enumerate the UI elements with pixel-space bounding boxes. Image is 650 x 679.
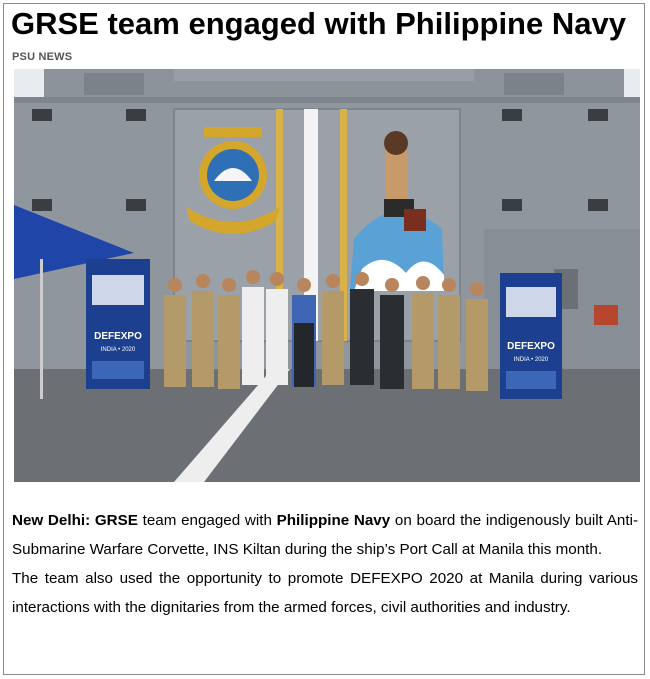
- banner-left-subline: INDIA • 2020: [100, 347, 136, 353]
- p1-text-b: on board the indigenously built Anti- Submarine Warfare Corvette, INS Kiltan during the ship’s Port Call at Manila this month.: [12, 512, 638, 558]
- banner-right-headline: DEFEXPO: [507, 341, 555, 352]
- article-photo: [14, 69, 640, 482]
- paragraph-2: The team also used the opportunity to promote DEFEXPO 2020 at Manila during various interactions with the dignitaries from the armed forces, civil authorities and industry.: [12, 570, 638, 616]
- banner-right-subline: INDIA • 2020: [513, 357, 549, 363]
- defexpo-banner-right: [500, 273, 562, 399]
- article-body: [12, 506, 638, 622]
- section-label: PSU NEWS: [12, 51, 73, 63]
- article-title: GRSE team engaged with Philippine Navy: [11, 6, 626, 41]
- p1-text-a: team engaged with: [137, 512, 277, 529]
- banner-left-headline: DEFEXPO: [94, 331, 142, 342]
- paragraph-1: [12, 506, 638, 564]
- navy-name: Philippine Navy: [276, 512, 391, 529]
- dateline: New Delhi:: [12, 512, 91, 529]
- org-name: GRSE: [94, 512, 138, 529]
- defexpo-banner-left: [86, 259, 150, 389]
